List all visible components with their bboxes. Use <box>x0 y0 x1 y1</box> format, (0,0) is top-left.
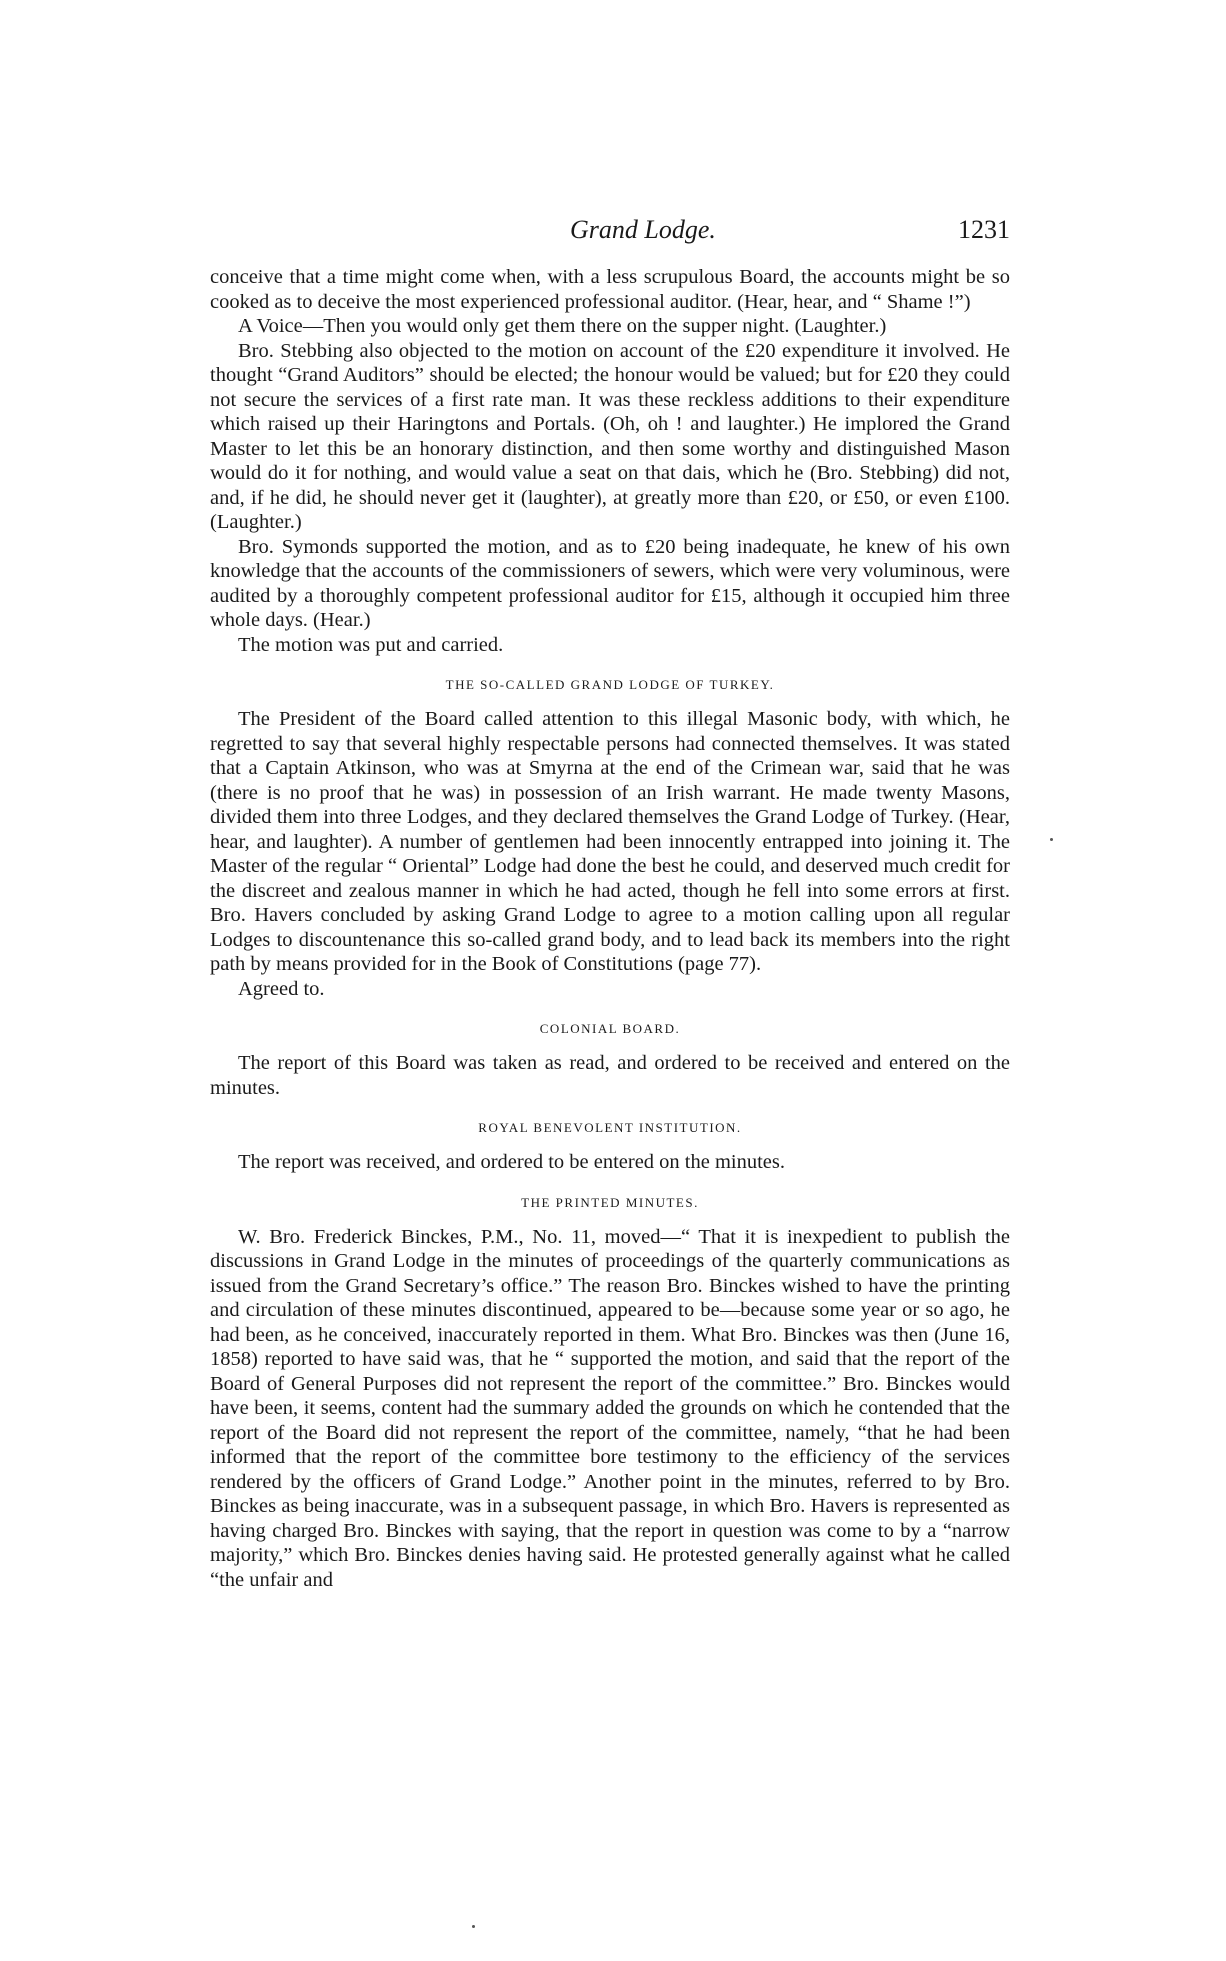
heading-colonial-board: COLONIAL BOARD. <box>539 1021 681 1036</box>
heading-grand-lodge-turkey: THE SO-CALLED GRAND LODGE OF TURKEY. <box>445 677 775 692</box>
margin-dot <box>1050 838 1053 841</box>
running-header <box>210 215 1010 255</box>
document-page <box>210 215 1010 1592</box>
paragraph-benevolent-report: The report was received, and ordered to be entered on the minutes. <box>238 1151 786 1173</box>
running-title: Grand Lodge. <box>570 215 716 244</box>
heading-royal-benevolent: ROYAL BENEVOLENT INSTITUTION. <box>478 1120 742 1135</box>
page-number: 1231 <box>958 215 1010 244</box>
paragraph-stebbing: Bro. Stebbing also objected to the motion on account of the £20 expenditure it involved. He thought “Grand Auditors” should be elected; the honour would be valued; but for £20 they could not secure the services of a first rate man. It was these reckless additions to their expenditure which raised up their Haringtons and Portals. (Oh, oh ! and laughter.) He implored the Grand Master to let this be an honorary distinction, and then some worthy and distinguished Mason would do it for nothing, and would value a seat on that dais, which he (Bro. Stebbing) did not, and, if he did, he should never get it (laughter), at greatly more than £20, or £50, or even £100. (Laughter.) <box>210 339 1010 533</box>
paragraph-motion-carried: The motion was put and carried. <box>238 633 504 656</box>
paragraph-colonial-report: The report of this Board was taken as read, and ordered to be received and entered on the minutes. <box>210 1052 1010 1099</box>
paragraph-binckes-motion: W. Bro. Frederick Binckes, P.M., No. 11, moved—“ That it is inexpedient to publish the discussions in Grand Lodge in the minutes of proceedings of the quarterly communications as issued from the Grand Secretary’s office.” The reason Bro. Binckes wished to have the printing and circulation of these minutes discontinued, appeared to be—because some year or so ago, he had been, as he conceived, inaccurately reported in them. What Bro. Binckes was then (June 16, 1858) reported to have said was, that he “ supported the motion, and said that the report of the Board of General Purposes did not represent the report of the committee.” Bro. Binckes would have been, it seems, content had the summary added the grounds on which he contended that the report of the Board did not represent the report of the committee, namely, “that he had been informed that the report of the committee bore testimony to the efficiency of the services rendered by the officers of Grand Lodge.” Another point in the minutes, referred to by Bro. Binckes as being inaccurate, was in a subsequent passage, in which Bro. Havers is represented as having charged Bro. Binckes with saying, that the report in question was come to by a “narrow majority,” which Bro. Binckes denies having said. He protested generally against what he called “the unfair and <box>210 1225 1010 1591</box>
paragraph-agreed: Agreed to. <box>238 977 325 1000</box>
paragraph-president-turkey: The President of the Board called attention to this illegal Masonic body, with which, he regretted to say that several highly respectable persons had connected themselves. It was stated that a Captain Atkinson, who was at Smyrna at the end of the Crimean war, said that he was (there is no proof that he was) in possession of an Irish warrant. He made twenty Masons, divided them into three Lodges, and they declared themselves the Grand Lodge of Turkey. (Hear, hear, and laughter). A number of gentlemen had been innocently entrapped into joining it. The Master of the regular “ Oriental” Lodge had done the best he could, and deserved much credit for the discreet and zealous manner in which he had acted, though he fell into some errors at first. Bro. Havers concluded by asking Grand Lodge to agree to a motion calling upon all regular Lodges to discountenance this so-called grand body, and to lead back its members into the right path by means provided for in the Book of Constitutions (page 77). <box>210 708 1010 975</box>
heading-printed-minutes: THE PRINTED MINUTES. <box>521 1194 699 1210</box>
paragraph-auditor-continuation: conceive that a time might come when, with a less scrupulous Board, the accounts might be so cooked as to deceive the most experienced professional auditor. (Hear, hear, and “ Shame !”) <box>210 266 1010 313</box>
paragraph-voice: A Voice—Then you would only get them there on the supper night. (Laughter.) <box>238 315 887 337</box>
paragraph-symonds: Bro. Symonds supported the motion, and as to £20 being inadequate, he knew of his own knowledge that the accounts of the commissioners of sewers, which were very voluminous, were audited by a thoroughly competent professional auditor for £15, although it occupied him three whole days. (Hear.) <box>210 535 1010 631</box>
footer-dot <box>472 1925 475 1928</box>
